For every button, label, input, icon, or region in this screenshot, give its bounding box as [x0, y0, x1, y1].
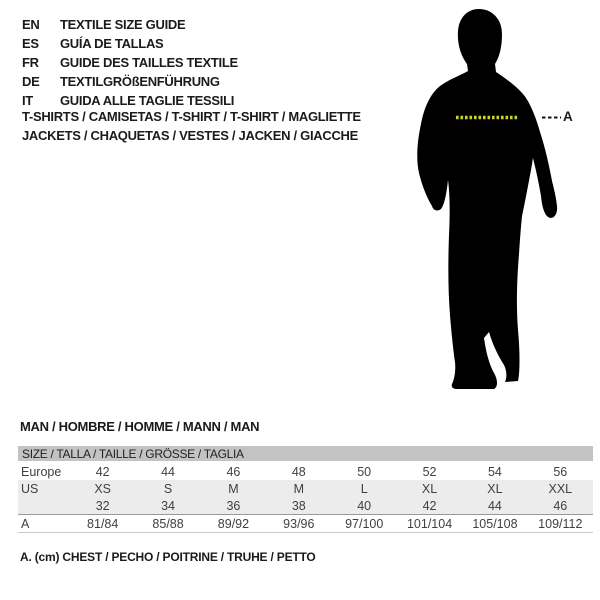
size-cell: 44: [462, 497, 527, 515]
row-label: [18, 497, 70, 515]
language-label: TEXTILGRÖßENFÜHRUNG: [60, 74, 220, 89]
table-row-chest-a: [18, 515, 593, 533]
language-item: [22, 34, 238, 53]
language-item: [22, 15, 238, 34]
size-cell: 109/112: [528, 515, 593, 533]
footnote: A. (cm) CHEST / PECHO / POITRINE / TRUHE / PETTO: [20, 550, 316, 564]
language-label: GUIDA ALLE TAGLIE TESSILI: [60, 93, 235, 108]
man-silhouette-icon: [400, 0, 600, 400]
language-label: GUÍA DE TALLAS: [60, 36, 164, 51]
size-cell: 56: [553, 464, 568, 479]
man-silhouette-path: [417, 9, 557, 389]
language-code: IT: [22, 93, 33, 108]
size-cell: 42: [397, 497, 462, 515]
size-cell: 105/108: [462, 515, 527, 533]
size-cell: 48: [291, 464, 306, 479]
size-cell: 101/104: [397, 515, 462, 533]
size-cell: L: [332, 480, 397, 497]
table-row-us: [18, 480, 593, 497]
language-label: TEXTILE SIZE GUIDE: [60, 17, 186, 32]
size-cell: 52: [422, 464, 437, 479]
size-cell: 81/84: [70, 515, 135, 533]
size-cell: 42: [95, 464, 110, 479]
size-cell: M: [201, 480, 266, 497]
language-code: EN: [22, 17, 40, 32]
category-lines: [22, 107, 361, 145]
language-code: DE: [22, 74, 40, 89]
size-table-header: [18, 446, 593, 462]
size-cell: 32: [70, 497, 135, 515]
language-code: ES: [22, 36, 39, 51]
section-title: MAN / HOMBRE / HOMME / MANN / MAN: [20, 419, 260, 434]
size-cell: 38: [266, 497, 331, 515]
size-cell: 85/88: [135, 515, 200, 533]
size-cell: M: [266, 480, 331, 497]
size-table-header-label: SIZE / TALLA / TAILLE / GRÖSSE / TAGLIA: [18, 446, 593, 462]
size-cell: XXL: [528, 480, 593, 497]
language-item: [22, 53, 238, 72]
size-table: [18, 446, 593, 533]
size-cell: 44: [161, 464, 176, 479]
size-cell: S: [135, 480, 200, 497]
category-line-jackets: JACKETS / CHAQUETAS / VESTES / JACKEN / GIACCHE: [22, 128, 358, 143]
size-cell: 36: [201, 497, 266, 515]
size-cell: 97/100: [332, 515, 397, 533]
language-code: FR: [22, 55, 39, 70]
row-label: US: [18, 480, 70, 497]
row-label: A: [18, 515, 70, 533]
size-cell: XL: [462, 480, 527, 497]
size-cell: 89/92: [201, 515, 266, 533]
table-row-europe: [18, 462, 593, 480]
size-cell: XL: [397, 480, 462, 497]
figure-area: [400, 0, 600, 400]
language-label: GUIDE DES TAILLES TEXTILE: [60, 55, 238, 70]
measurement-a-label: A: [563, 109, 573, 124]
category-line-tshirts: T-SHIRTS / CAMISETAS / T-SHIRT / T-SHIRT / MAGLIETTE: [22, 109, 361, 124]
size-cell: XS: [70, 480, 135, 497]
size-cell: 40: [332, 497, 397, 515]
table-row-numeric: [18, 497, 593, 515]
row-label: Europe: [21, 464, 62, 479]
size-cell: 46: [226, 464, 241, 479]
size-cell: 54: [487, 464, 502, 479]
size-cell: 93/96: [266, 515, 331, 533]
language-item: [22, 72, 238, 91]
size-cell: 50: [357, 464, 372, 479]
size-cell: 46: [528, 497, 593, 515]
language-list: [22, 15, 238, 110]
size-cell: 34: [135, 497, 200, 515]
